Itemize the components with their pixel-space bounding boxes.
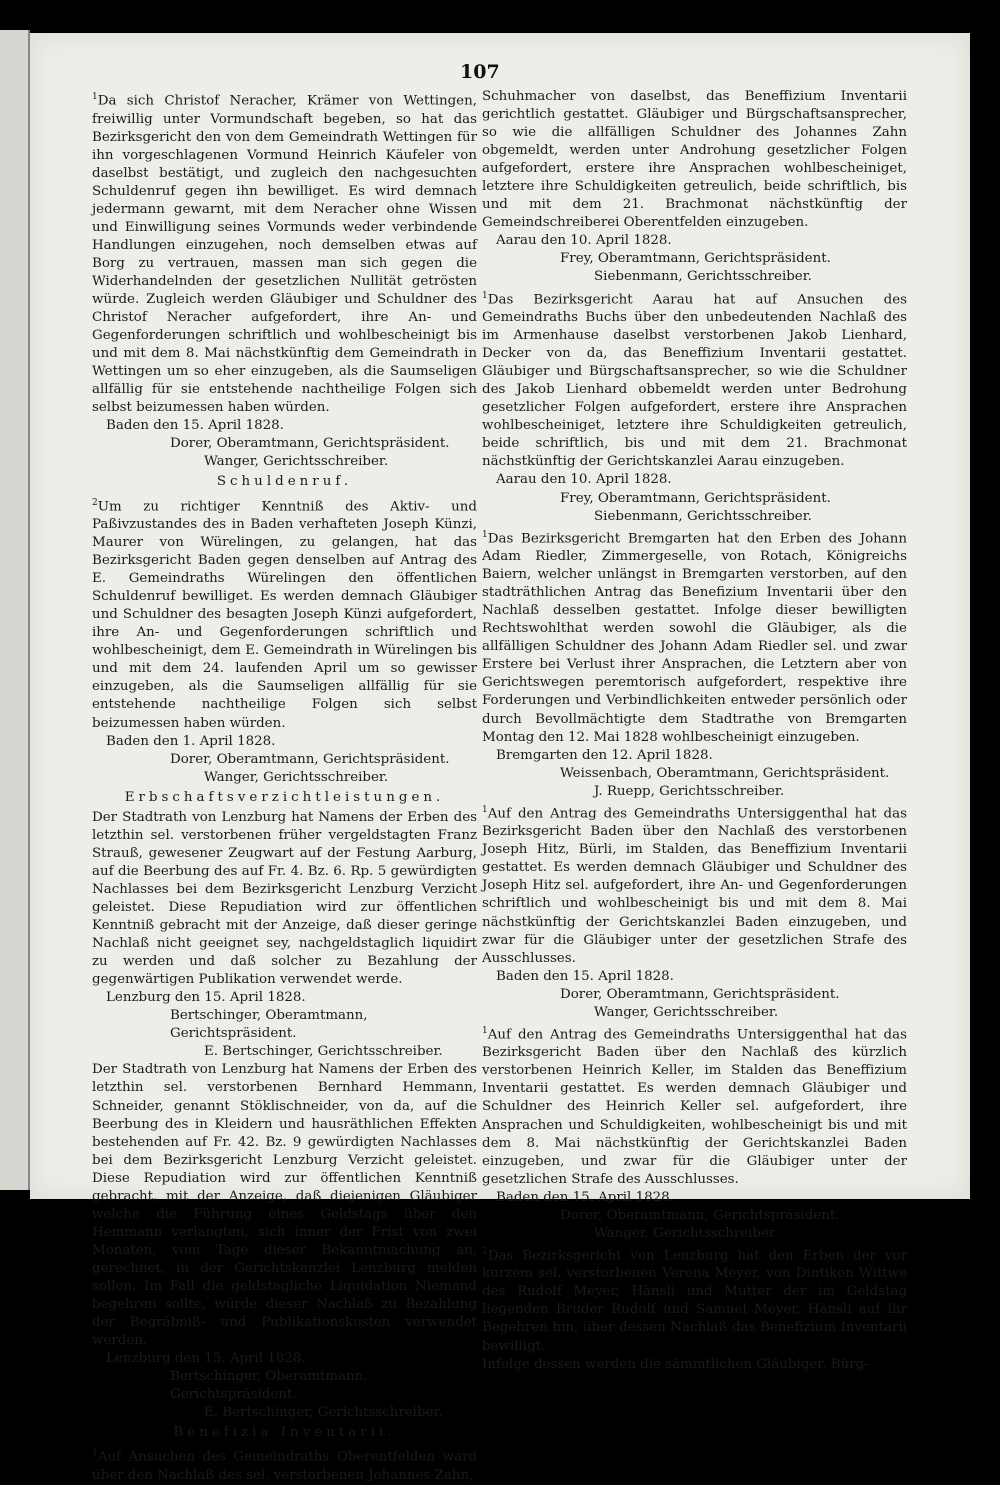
notice-lienhard bbox=[482, 287, 907, 472]
footnote-marker: 1 bbox=[482, 529, 488, 540]
notice-date: Lenzburg den 15. April 1828. bbox=[106, 990, 306, 1006]
signature-clerk: Wanger, Gerichtsschreiber. bbox=[594, 1004, 779, 1020]
left-column bbox=[92, 88, 477, 1485]
signature-president: Weissenbach, Oberamtmann, Gerichtspräsident. bbox=[560, 765, 890, 781]
notice-date: Bremgarten den 12. April 1828. bbox=[496, 747, 713, 763]
notice-date: Lenzburg den 15. April 1828. bbox=[106, 1351, 306, 1367]
signature-president: Frey, Oberamtmann, Gerichtspräsident. bbox=[560, 490, 831, 506]
notice-date: Baden den 15. April 1828. bbox=[496, 1189, 674, 1205]
notice-date: Aarau den 10. April 1828. bbox=[496, 472, 672, 488]
notice-zahn-continued: Schuhmacher von daselbst, das Beneffizium Inventarii gerichtlich gestattet. Gläubiger und Bürgschaftsansprecher, so wie die allfälligen Schuldner des Johannes Zahn obgemeldt, werden unter Androhung gesetzlicher Folgen aufgefordert, erstere ihre Ansprachen wohlbescheiniget, letztere ihre Schuldigkeiten getreulich, beide schriftlich, bis und mit dem 21. Brachmonat nächstkünftig der Gemeindschreiberei Oberentfelden einzugeben. bbox=[482, 89, 907, 231]
signature-president: Dorer, Oberamtmann, Gerichtspräsident. bbox=[170, 436, 450, 452]
page-number: 107 bbox=[460, 61, 500, 83]
signature-president: Dorer, Oberamtmann, Gerichtspräsident. bbox=[170, 751, 450, 767]
signature-clerk: Wanger, Gerichtsschreiber. bbox=[204, 769, 389, 785]
section-heading-benefizia: Benefizia Inventarii. bbox=[173, 1425, 396, 1441]
signature-president: Frey, Oberamtmann, Gerichtspräsident. bbox=[560, 251, 831, 267]
section-heading-erbschaft: Erbschaftsverzichtleistungen. bbox=[124, 789, 445, 805]
notice-text: Auf den Antrag des Gemeindraths Untersiggenthal hat das Bezirksgericht Baden über den Nachlaß des kürzlich verstorbenen Heinrich Keller, im Stalden das Beneffizium Inventarii gestattet. Es werden demnach Gläubiger und Schuldner des Heinrich Keller sel. aufgefordert, ihre Ansprachen und Schuldigkeiten, wohlbescheinigt bis und mit dem 8. Mai nächstkünftig der Gerichtskanzlei Baden einzugeben, und zwar für die Gläubiger unter der gesetzlichen Strafe des Ausschlusses. bbox=[482, 1027, 907, 1187]
notice-neracher bbox=[92, 88, 477, 417]
signature-clerk: J. Ruepp, Gerichtsschreiber. bbox=[594, 783, 785, 799]
newspaper-page bbox=[30, 33, 970, 1483]
notice-strauss: Der Stadtrath von Lenzburg hat Namens der Erben des letzthin sel. verstorbenen früher vergeldstagten Franz Strauß, gewesener Zeugwart auf der Festung Aarburg, auf die Beerbung des auf Fr. 4. Bz. 6. Rp. 5 gewürdigten Nachlasses bei dem Bezirksgericht Lenzburg Verzicht geleistet. Diese Repudiation wird zur öffentlichen Kenntniß gebracht mit der Anzeige, daß dieser geringe Nachlaß nicht geeignet sey, nachgeldstaglich liquidirt zu werden und daß solcher zu Bezahlung der gegenwärtigen Publikation verwendet werde. bbox=[92, 809, 477, 988]
footnote-marker: 1 bbox=[482, 290, 488, 301]
signature-president: Dorer, Oberamtmann, Gerichtspräsident. bbox=[560, 1207, 840, 1223]
signature-president: Dorer, Oberamtmann, Gerichtspräsident. bbox=[560, 986, 840, 1002]
signature-clerk: Siebenmann, Gerichtsschreiber. bbox=[594, 269, 812, 285]
notice-text: Da sich Christof Neracher, Krämer von Wettingen, freiwillig unter Vormundschaft begeben, so hat das Bezirksgericht den von dem Gemeindrath Wettingen für ihn vorgeschlagenen Vormund Heinrich Käufeler von daselbst bestätigt, und zugleich den nachgesuchten Schuldenruf gegen ihn bewilliget. Es wird demnach jedermann gewarnt, mit dem Neracher ohne Wissen und Einwilligung seines Vormunds weder verbindende Handlungen einzugehen, noch demselben etwas auf Borg zu vertrauen, massen man sich gegen die Widerhandelnden der gesetzlichen Nullität getrösten würde. Zugleich werden Gläubiger und Schuldner des Christof Neracher aufgefordert, ihre An- und Gegenforderungen schriftlich und wohlbescheinigt bis und mit dem 8. Mai nächstkünftig dem Gemeindrath in Wettingen um so eher einzugeben, als die Saumseligen allfällig für sie entstehende nachtheilige Folgen sich selbst beizumessen haben würden. bbox=[92, 93, 477, 416]
notice-text: Das Bezirksgericht von Lenzburg hat den Erben der vor kurzem sel. verstorbenen Verena Meyer, von Dintiken Wittwe des Rudolf Meyer, Hänsli und Mutter der im Geldstag liegenden Brüder Rudolf und Samuel Meyer, Hänsli auf ihr Begehren hin, über dessen Nachlaß das Benefizium Inventarii bewilligt. bbox=[482, 1248, 907, 1354]
footnote-marker: 1 bbox=[92, 1448, 98, 1459]
footnote-marker: 1 bbox=[482, 804, 488, 815]
notice-riedler bbox=[482, 526, 907, 747]
footnote-marker: 2 bbox=[92, 497, 98, 508]
notice-kuenzi bbox=[92, 494, 477, 733]
notice-date: Baden den 1. April 1828. bbox=[106, 733, 276, 749]
signature-president: Bertschinger, Oberamtmann, Gerichtspräsident. bbox=[170, 1369, 368, 1403]
footnote-marker: 2 bbox=[482, 1246, 488, 1257]
footnote-marker: 1 bbox=[92, 92, 98, 102]
notice-keller bbox=[482, 1022, 907, 1189]
notice-text: Auf Ansuchen des Gemeindraths Oberentfelden ward über den Nachlaß des sel. verstorbenen Johannes Zahn, bbox=[92, 1449, 477, 1483]
signature-clerk: Siebenmann, Gerichtsschreiber. bbox=[594, 508, 812, 524]
notice-hitz bbox=[482, 801, 907, 968]
notice-text: Das Bezirksgericht Bremgarten hat den Erben des Johann Adam Riedler, Zimmergeselle, von Rotach, Königreichs Baiern, welcher unlängst in Bremgarten verstorben, auf den stadträthlichen Antrag das Benefizium Inventarii über den Nachlaß desselben gestattet. Infolge dieser bewilligten Rechtswohlthat werden sowohl die Gläubiger, als die allfälligen Schuldner des Johann Adam Riedler sel. und zwar Erstere bei Verlust ihrer Ansprachen, die Letztern aber von Gerichtswegen peremtorisch aufgefordert, respektive ihre Forderungen und Verbindlichkeiten entweder persönlich oder durch Bevollmächtigte dem Stadtrathe von Bremgarten Montag den 12. Mai 1828 wohlbescheinigt einzugeben. bbox=[482, 531, 907, 745]
notice-hemmann: Der Stadtrath von Lenzburg hat Namens der Erben des letzthin sel. verstorbenen Bernhard Hemmann, Schneider, genannt Stöklischneider, von da, auf die Beerbung des in Kleidern und hausräthlichen Effekten bestehenden auf Fr. 42. Bz. 9 gewürdigten Nachlasses bei dem Bezirksgericht Lenzburg Verzicht geleistet. Diese Repudiation wird zur öffentlichen Kenntniß gebracht, mit der Anzeige, daß diejenigen Gläubiger welche die Führung eines Geldstags über den Hemmann verlangten, sich inner der Frist von zwei Monaten, vom Tage dieser Bekanntmachung an, gerechnet, in der Gerichtskanzlei Lenzburg melden sollen. Im Fall die geldstagliche Liquidation Niemand begehren sollte, würde dieser Nachlaß zu Bezahlung der Begräbniß- und Publikationskosten verwendet werden. bbox=[92, 1062, 477, 1349]
signature-clerk: Wanger, Gerichtsschreiber. bbox=[594, 1225, 779, 1241]
footnote-marker: 1 bbox=[482, 1025, 488, 1036]
notice-text: Auf den Antrag des Gemeindraths Untersiggenthal hat das Bezirksgericht Baden über den Nachlaß des verstorbenen Joseph Hitz, Bürli, im Stalden, das Beneffizium Inventarii gestattet. Es werden demnach Gläubiger und Schuldner des Joseph Hitz sel. aufgefordert, ihre An- und Gegenforderungen schriftlich und wohlbescheinigt bis und mit dem 8. Mai nächstkünftig der Gerichtskanzlei Baden einzugeben, und zwar für die Gläubiger unter der gesetzlichen Strafe des Ausschlusses. bbox=[482, 806, 907, 966]
notice-date: Baden den 15. April 1828. bbox=[496, 968, 674, 984]
signature-clerk: E. Bertschinger, Gerichtsschreiber. bbox=[204, 1044, 443, 1060]
notice-meyer bbox=[482, 1243, 907, 1356]
notice-date: Baden den 15. April 1828. bbox=[106, 418, 284, 434]
notice-date: Aarau den 10. April 1828. bbox=[496, 233, 672, 249]
notice-zahn bbox=[92, 1444, 477, 1485]
notice-meyer-continued: Infolge dessen werden die sämmtlichen Gläubiger, Bürg- bbox=[482, 1356, 869, 1372]
section-heading-schuldenruf: Schuldenruf. bbox=[216, 474, 353, 490]
signature-president: Bertschinger, Oberamtmann, Gerichtspräsident. bbox=[170, 1008, 368, 1042]
signature-clerk: Wanger, Gerichtsschreiber. bbox=[204, 454, 389, 470]
adjacent-page-edge bbox=[0, 30, 30, 1190]
notice-text: Das Bezirksgericht Aarau hat auf Ansuchen des Gemeindraths Buchs über den unbedeutenden Nachlaß des im Armenhause daselbst verstorbenen Jakob Lienhard, Decker von da, das Beneffizium Inventarii gestattet. Gläubiger und Bürgschaftsansprecher, so wie die Schuldner des Jakob Lienhard obbemeldt werden unter Bedrohung gesetzlicher Folgen aufgefordert, erstere ihre Ansprachen wohlbescheiniget, letztere ihre Schuldigkeiten getreulich, beide schriftlich, bis und mit dem 21. Brachmonat nächstkünftig der Gerichtskanzlei Aarau einzugeben. bbox=[482, 291, 907, 470]
right-column bbox=[482, 88, 907, 1374]
signature-clerk: E. Bertschinger, Gerichtsschreiber. bbox=[204, 1405, 443, 1421]
notice-text: Um zu richtiger Kenntniß des Aktiv- und Paßivzustandes des in Baden verhafteten Joseph Künzi, Maurer von Würelingen, zu gelangen, hat das Bezirksgericht Baden gegen denselben auf Antrag des E. Gemeindraths Würelingen den öffentlichen Schuldenruf bewilliget. Es werden demnach Gläubiger und Schuldner des besagten Joseph Künzi aufgefordert, ihre An- und Gegenforderungen schriftlich und wohlbescheinigt, dem E. Gemeindrath in Würelingen bis und mit dem 24. laufenden April um so gewisser einzugeben, als die Saumseligen allfällig für sie entstehende nachtheilige Folgen sich selbst beizumessen haben würden. bbox=[92, 498, 477, 731]
